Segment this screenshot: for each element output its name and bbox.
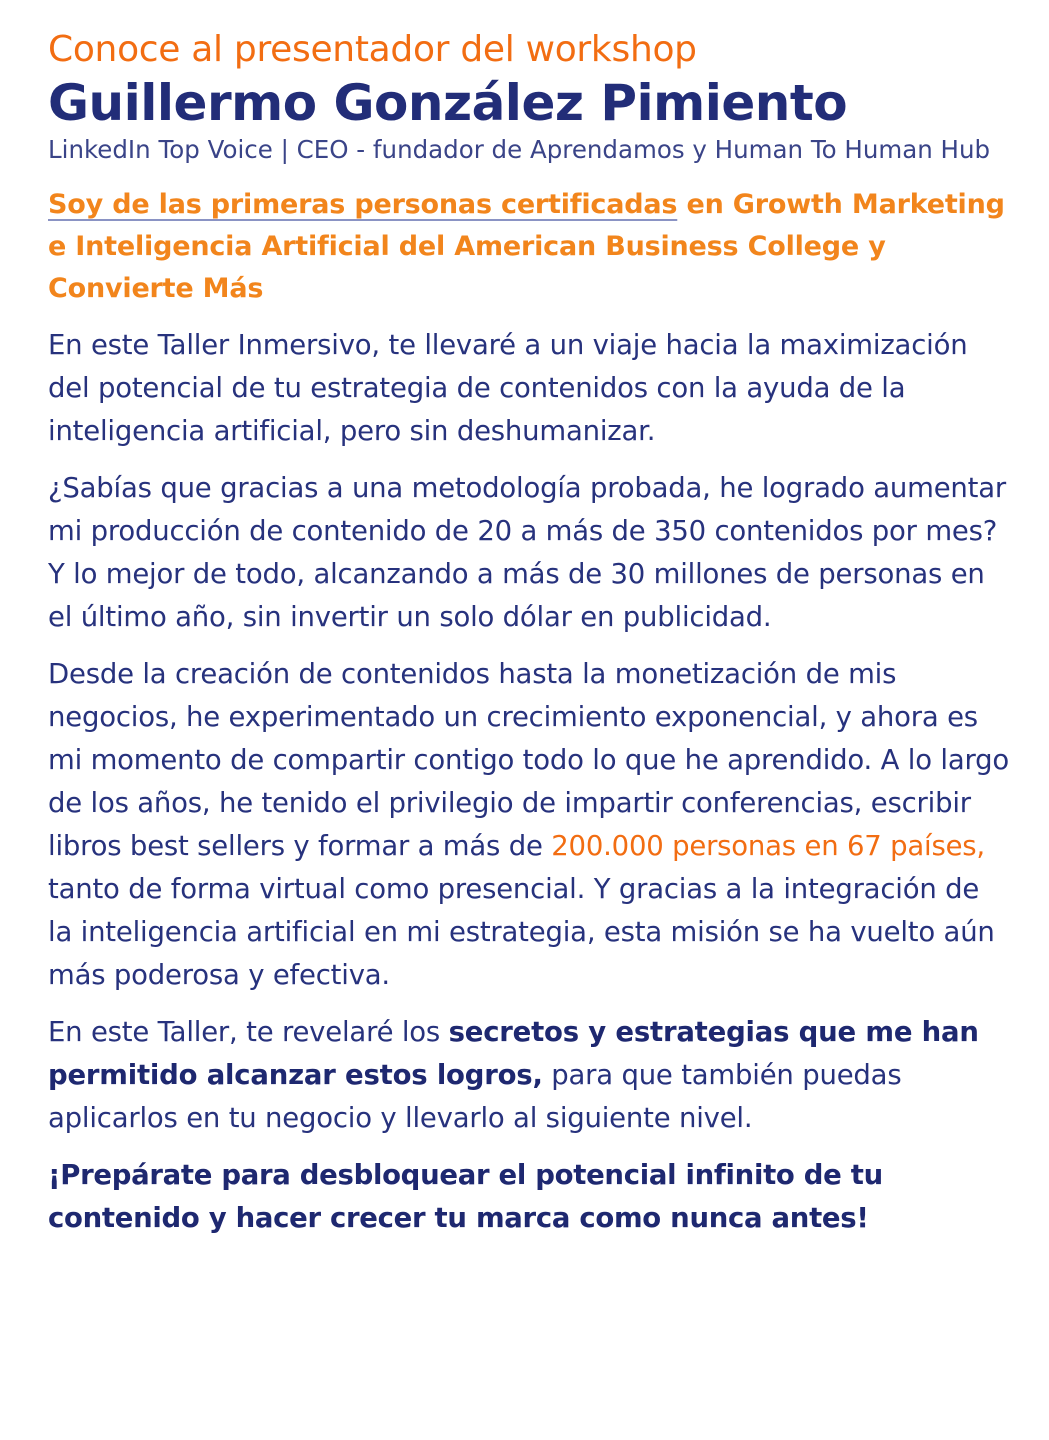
certification-rest: en Growth Marketing e Inteligencia Artificial del American Business College y Convierte Más: [48, 189, 1005, 304]
section-kicker: Conoce al presentador del workshop: [48, 29, 697, 70]
secrets-emphasis: secretos y estrategias que me han permitido alcanzar estos logros,: [48, 1016, 979, 1091]
certification-highlight: [48, 184, 1009, 310]
certification-link[interactable]: Soy de las primeras personas certificadas: [48, 189, 678, 220]
experience-paragraph: [48, 653, 1009, 997]
experience-text-start: Desde la creación de contenidos hasta la monetización de mis negocios, he experimentado un crecimiento exponencial, y ahora es mi momento de compartir contigo todo lo que he aprendido. A lo largo de los años, he tenido el privilegio de impartir conferencias, escribir libros best sellers y formar a más de: [48, 658, 1009, 862]
intro-paragraph: En este Taller Inmersivo, te llevaré a un viaje hacia la maximización del potencial de tu estrategia de contenidos con la ayuda de la inteligencia artificial, pero sin deshumanizar.: [48, 329, 968, 447]
results-paragraph: ¿Sabías que gracias a una metodología probada, he logrado aumentar mi producción de contenido de 20 a más de 350 contenidos por mes? Y lo mejor de todo, alcanzando a más de 30 millones de personas en el último año, sin invertir un solo dólar en publicidad.: [48, 472, 1006, 633]
reveal-text-end: para que también puedas aplicarlos en tu negocio y llevarlo al siguiente nivel.: [48, 1059, 902, 1134]
reach-highlight: 200.000 personas en 67 países,: [551, 830, 985, 862]
presenter-role: LinkedIn Top Voice | CEO - fundador de Aprendamos y Human To Human Hub: [48, 135, 991, 164]
closing-call-to-action: ¡Prepárate para desbloquear el potencial infinito de tu contenido y hacer crecer tu marca como nunca antes!: [48, 1159, 883, 1234]
reveal-text-start: En este Taller, te revelaré los: [48, 1016, 449, 1048]
experience-text-end: tanto de forma virtual como presencial. Y gracias a la integración de la inteligencia artificial en mi estrategia, esta misión se ha vuelto aún más poderosa y efectiva.: [48, 873, 995, 991]
reveal-paragraph: [48, 1011, 1009, 1140]
presenter-name: Guillermo González Pimiento: [48, 74, 848, 132]
